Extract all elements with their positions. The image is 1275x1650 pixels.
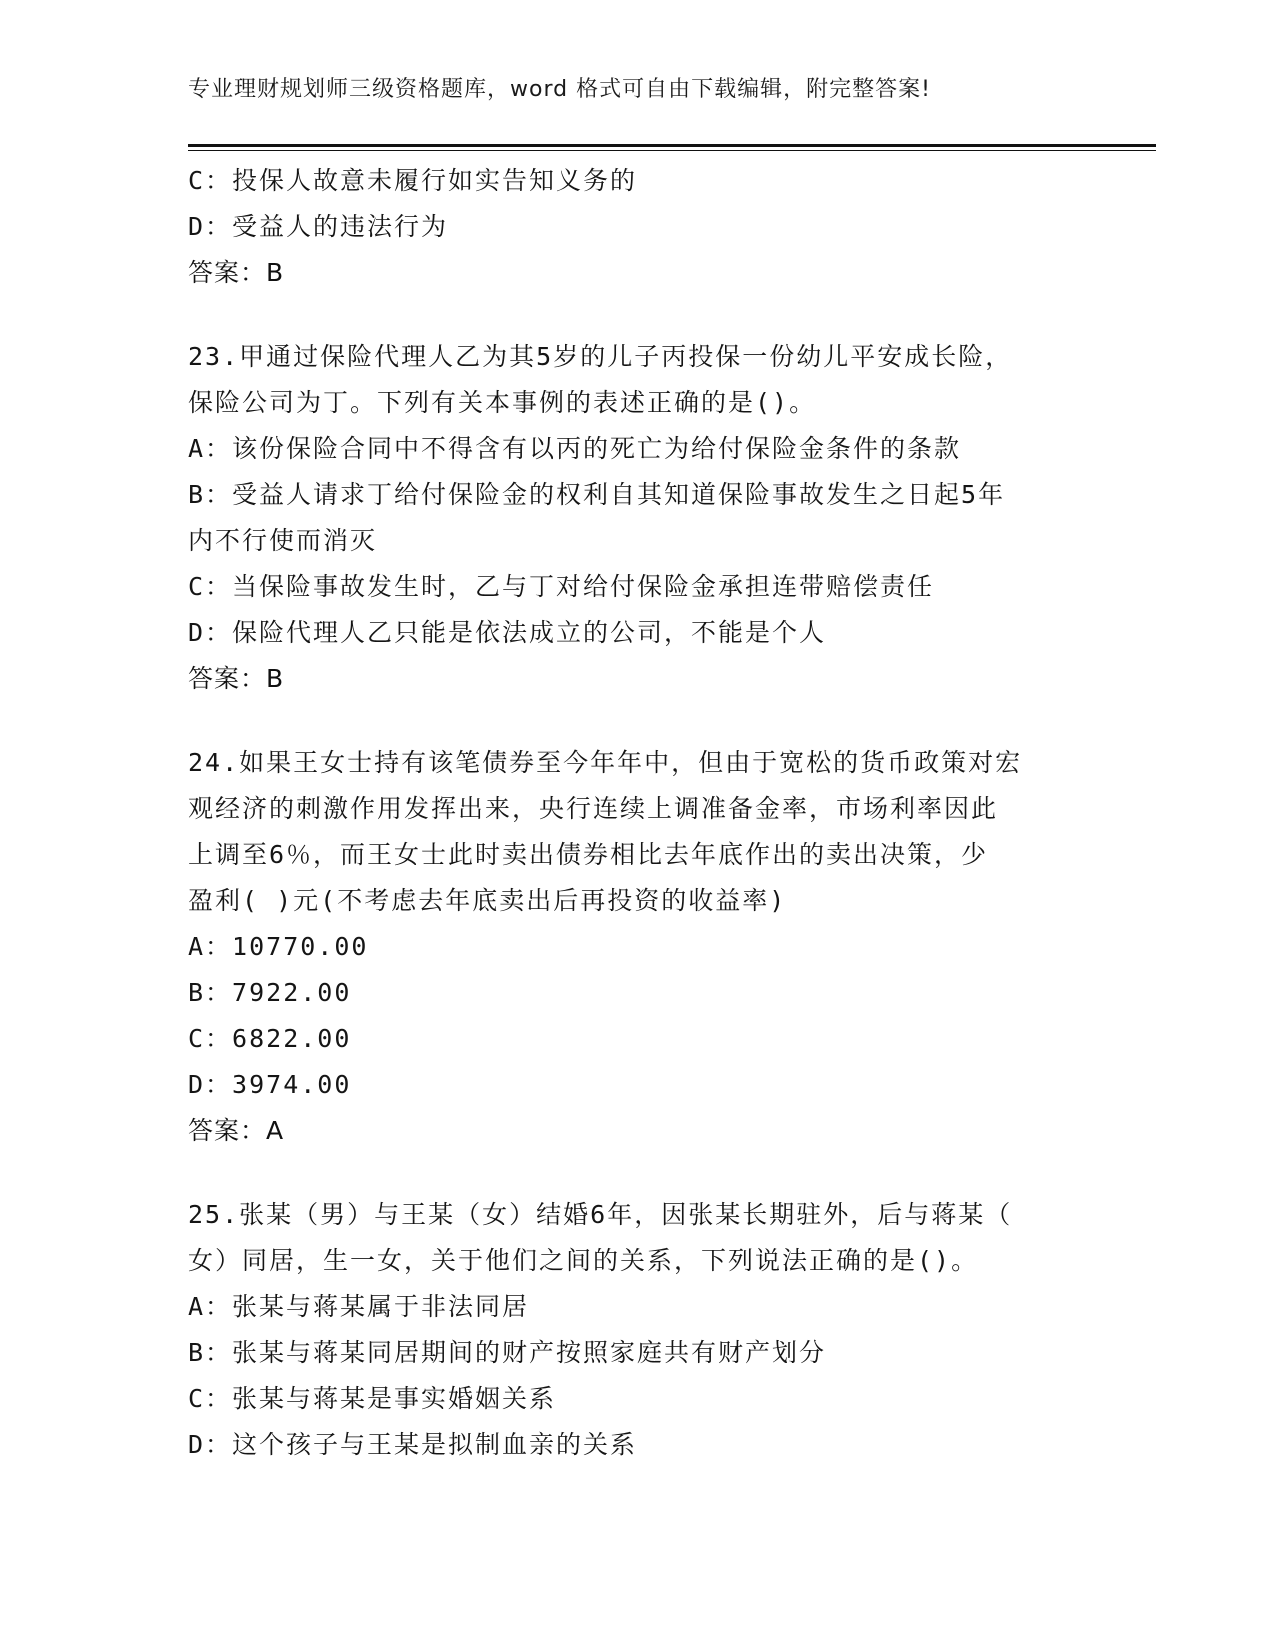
question-22-tail [188,158,1088,296]
spacer [188,296,1088,334]
question-stem-line: 25.张某（男）与王某（女）结婚6年，因张某长期驻外，后与蒋某（ [188,1200,1013,1229]
option-d: D：保险代理人乙只能是依法成立的公司，不能是个人 [188,618,827,647]
option-c: C：投保人故意未履行如实告知义务的 [188,166,638,195]
question-25 [188,1192,1088,1468]
option-b: B：7922.00 [188,978,352,1007]
question-stem-line: 女）同居，生一女，关于他们之间的关系，下列说法正确的是()。 [188,1246,979,1275]
answer-line: 答案：B [188,258,285,287]
question-stem-line: 观经济的刺激作用发挥出来，央行连续上调准备金率，市场利率因此 [188,794,999,823]
option-d: D：这个孩子与王某是拟制血亲的关系 [188,1430,638,1459]
option-a: A：张某与蒋某属于非法同居 [188,1292,530,1321]
question-23 [188,334,1088,702]
header-divider-thin [188,150,1156,151]
question-stem-line: 上调至6％，而王女士此时卖出债券相比去年底作出的卖出决策，少 [188,840,989,869]
question-stem-line: 23.甲通过保险代理人乙为其5岁的儿子丙投保一份幼儿平安成长险， [188,342,1013,371]
header-divider-thick [188,144,1156,147]
option-b: B：受益人请求丁给付保险金的权利自其知道保险事故发生之日起5年 [188,480,1006,509]
option-d: D：受益人的违法行为 [188,212,449,241]
option-d: D：3974.00 [188,1070,352,1099]
spacer [188,702,1088,740]
page-header: 专业理财规划师三级资格题库，word 格式可自由下载编辑，附完整答案! [188,77,931,102]
answer-line: 答案：A [188,1116,285,1145]
option-c: C：6822.00 [188,1024,352,1053]
option-c: C：当保险事故发生时，乙与丁对给付保险金承担连带赔偿责任 [188,572,935,601]
option-c: C：张某与蒋某是事实婚姻关系 [188,1384,557,1413]
answer-line: 答案：B [188,664,285,693]
option-b-continued: 内不行使而消灭 [188,526,378,555]
question-content [188,158,1088,1468]
question-stem-line: 盈利( )元(不考虑去年底卖出后再投资的收益率) [188,886,787,915]
option-a: A：该份保险合同中不得含有以丙的死亡为给付保险金条件的条款 [188,434,962,463]
option-a: A：10770.00 [188,932,369,961]
question-24 [188,740,1088,1154]
question-stem-line: 保险公司为丁。下列有关本事例的表述正确的是()。 [188,388,817,417]
question-stem-line: 24.如果王女士持有该笔债券至今年年中，但由于宽松的货币政策对宏 [188,748,1023,777]
spacer [188,1154,1088,1192]
option-b: B：张某与蒋某同居期间的财产按照家庭共有财产划分 [188,1338,827,1367]
